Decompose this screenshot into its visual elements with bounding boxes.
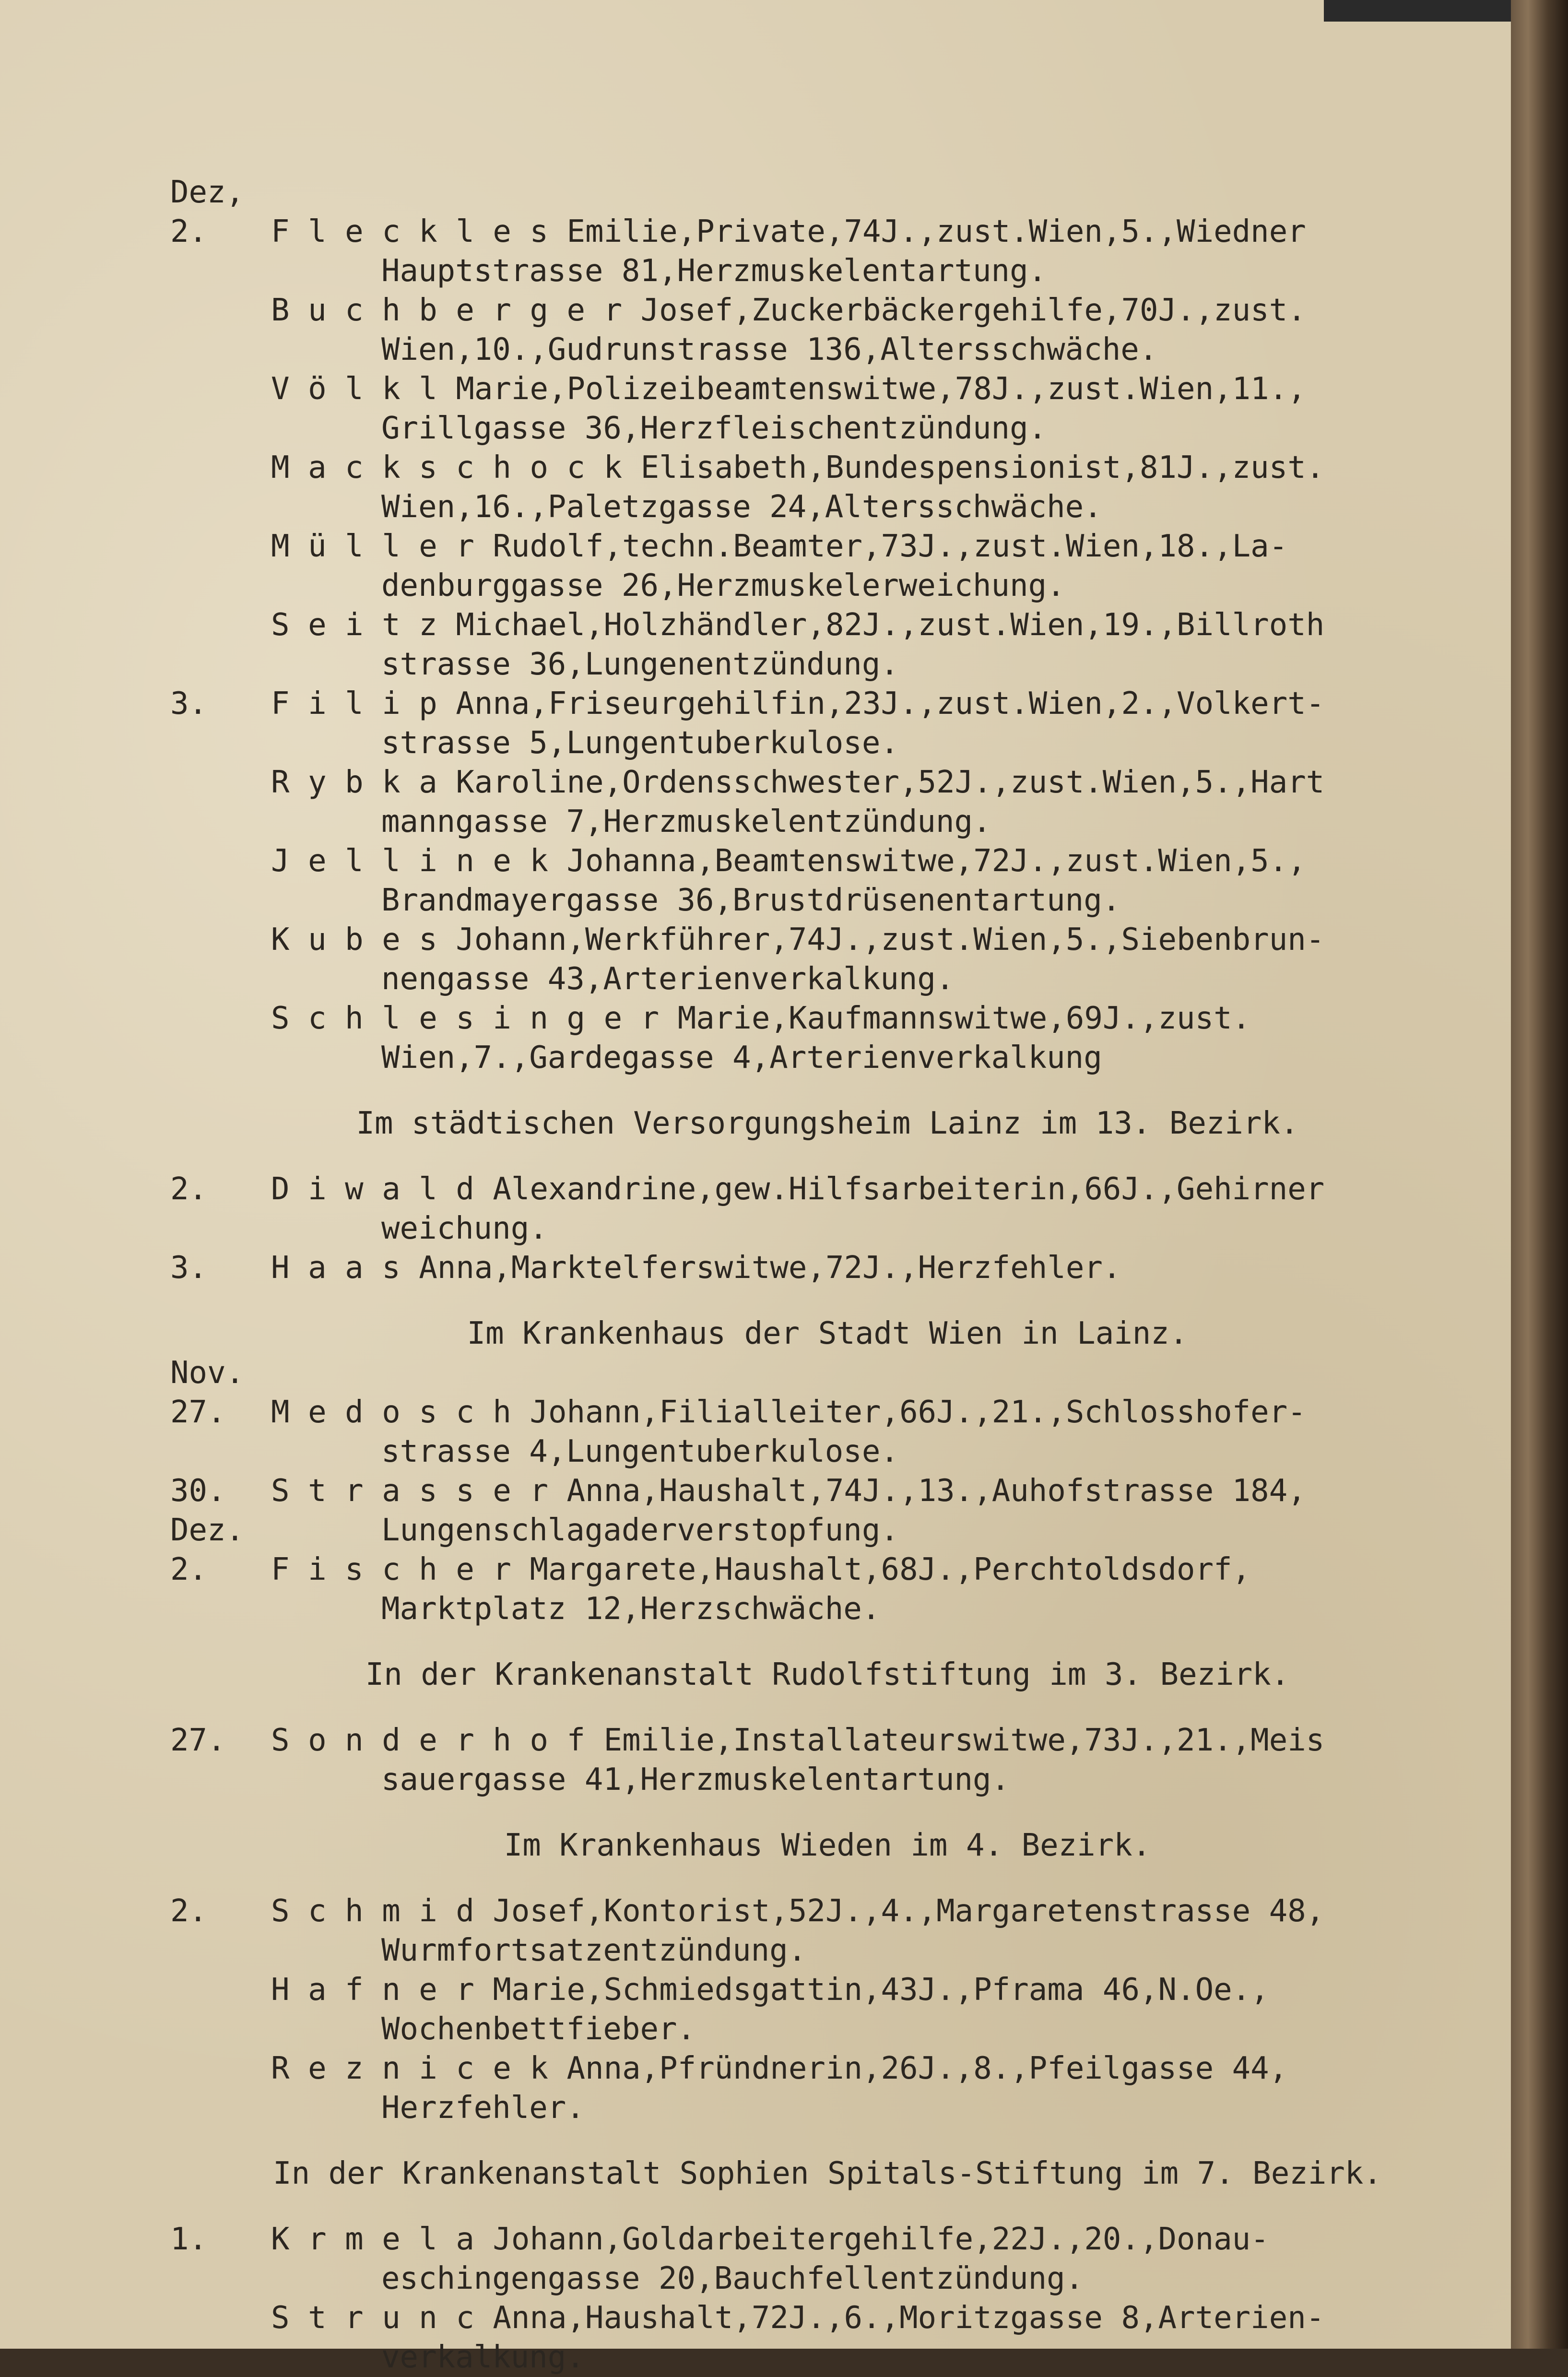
entry-line [170, 212, 1485, 251]
date-label: Dez, [170, 175, 245, 210]
date-line [170, 1353, 1485, 1393]
entry-line [170, 251, 1485, 291]
entry-text: J e l l i n e k Johanna,Beamtenswitwe,72J.,zust.Wien,5., [271, 843, 1306, 879]
entry-text: Wien,7.,Gardegasse 4,Arterienverkalkung [381, 1040, 1102, 1076]
entry-text: Wochenbettfieber. [381, 2011, 696, 2047]
register-text [170, 173, 1485, 2377]
entry-text: F i l i p Anna,Friseurgehilfin,23J.,zust.Wien,2.,Volkert- [271, 686, 1325, 721]
entry-line [170, 605, 1485, 645]
entry-line [170, 763, 1485, 802]
entry-text: B u c h b e r g e r Josef,Zuckerbäckergehilfe,70J.,zust. [271, 293, 1306, 328]
entry-text: Brandmayergasse 36,Brustdrüsenentartung. [381, 883, 1121, 918]
section-heading [170, 2154, 1485, 2193]
entry-line [170, 1393, 1485, 1432]
entry-line [170, 291, 1485, 330]
entry-text: M a c k s c h o c k Elisabeth,Bundespensionist,81J.,zust. [271, 450, 1325, 485]
section-heading [170, 1655, 1485, 1694]
entry-line [170, 802, 1485, 841]
day-label: 2. [170, 214, 208, 249]
entry-text: Lungenschlagaderverstopfung. [381, 1513, 899, 1548]
entry-text: sauergasse 41,Herzmuskelentartung. [381, 1762, 1010, 1798]
section-heading-text: In der Krankenanstalt Sophien Spitals-Stiftung im 7. Bezirk. [273, 2156, 1382, 2191]
entry-line [170, 2010, 1485, 2049]
entry-text: F i s c h e r Margarete,Haushalt,68J.,Perchtoldsdorf, [271, 1552, 1251, 1587]
entry-text: M ü l l e r Rudolf,techn.Beamter,73J.,zust.Wien,18.,La- [271, 529, 1288, 564]
entry-line [170, 409, 1485, 448]
entry-line [170, 2220, 1485, 2259]
entry-line [170, 999, 1485, 1038]
section-heading-text: In der Krankenanstalt Rudolfstiftung im 3. Bezirk. [365, 1657, 1290, 1692]
entry-text: S c h m i d Josef,Kontorist,52J.,4.,Margaretenstrasse 48, [271, 1893, 1325, 1929]
entry-text: F l e c k l e s Emilie,Private,74J.,zust.Wien,5.,Wiedner [271, 214, 1306, 249]
entry-text: K r m e l a Johann,Goldarbeitergehilfe,22J.,20.,Donau- [271, 2222, 1269, 2257]
entry-text: strasse 4,Lungentuberkulose. [381, 1434, 899, 1469]
date-label: Dez. [170, 1513, 245, 1548]
entry-line [170, 1550, 1485, 1589]
day-label: 1. [170, 2222, 208, 2257]
entry-text: Wien,16.,Paletzgasse 24,Altersschwäche. [381, 489, 1102, 525]
entry-line [170, 1589, 1485, 1629]
section-heading [170, 1826, 1485, 1865]
entry-line [170, 2259, 1485, 2298]
entry-line [170, 684, 1485, 723]
entry-line [170, 2088, 1485, 2128]
entry-line [170, 2338, 1485, 2377]
entry-text: Marktplatz 12,Herzschwäche. [381, 1591, 881, 1627]
entry-line [170, 881, 1485, 920]
entry-line [170, 369, 1485, 409]
entry-line [170, 1471, 1485, 1511]
day-label: 30. [170, 1473, 226, 1509]
entry-text: nengasse 43,Arterienverkalkung. [381, 961, 955, 997]
entry-text: verkalkung. [381, 2340, 585, 2375]
date-line [170, 173, 1485, 212]
entry-text: R y b k a Karoline,Ordensschwester,52J.,zust.Wien,5.,Hart [271, 765, 1325, 800]
entry-text: strasse 36,Lungenentzündung. [381, 647, 899, 682]
entry-text: D i w a l d Alexandrine,gew.Hilfsarbeiterin,66J.,Gehirner [271, 1171, 1325, 1207]
entry-line [170, 2049, 1485, 2088]
entry-line [170, 1209, 1485, 1248]
day-label: 3. [170, 1250, 208, 1286]
entry-text: H a a s Anna,Marktelferswitwe,72J.,Herzfehler. [271, 1250, 1121, 1286]
entry-text: weichung. [381, 1211, 548, 1246]
entry-text: R e z n i c e k Anna,Pfründnerin,26J.,8.,Pfeilgasse 44, [271, 2051, 1288, 2086]
entry-line [170, 1892, 1485, 1931]
entry-line [170, 723, 1485, 763]
entry-text: S t r a s s e r Anna,Haushalt,74J.,13.,Auhofstrasse 184, [271, 1473, 1306, 1509]
section-heading-text: Im städtischen Versorgungsheim Lainz im 13. Bezirk. [356, 1106, 1299, 1141]
entry-line [170, 841, 1485, 881]
entry-line [170, 1170, 1485, 1209]
day-label: 2. [170, 1552, 208, 1587]
entry-line [170, 959, 1485, 999]
entry-line [170, 1038, 1485, 1077]
entry-text: S o n d e r h o f Emilie,Installateurswitwe,73J.,21.,Meis [271, 1723, 1325, 1758]
entry-line [170, 527, 1485, 566]
entry-text: manngasse 7,Herzmuskelentzündung. [381, 804, 991, 840]
day-label: 27. [170, 1723, 226, 1758]
section-heading [170, 1104, 1485, 1143]
entry-text: denburggasse 26,Herzmuskelerweichung. [381, 568, 1065, 603]
entry-text: S c h l e s i n g e r Marie,Kaufmannswitwe,69J.,zust. [271, 1001, 1251, 1036]
entry-line [170, 330, 1485, 369]
entry-line [170, 487, 1485, 527]
entry-text: H a f n e r Marie,Schmiedsgattin,43J.,Pframa 46,N.Oe., [271, 1972, 1269, 2008]
entry-text: V ö l k l Marie,Polizeibeamtenswitwe,78J.,zust.Wien,11., [271, 371, 1306, 407]
book-spine [1511, 0, 1568, 2349]
entry-line [170, 448, 1485, 487]
entry-line [170, 645, 1485, 684]
entry-line [170, 1970, 1485, 2010]
entry-line [170, 1760, 1485, 1799]
day-label: 2. [170, 1171, 208, 1207]
entry-text: K u b e s Johann,Werkführer,74J.,zust.Wien,5.,Siebenbrun- [271, 922, 1325, 958]
entry-text: strasse 5,Lungentuberkulose. [381, 725, 899, 761]
entry-line [170, 566, 1485, 605]
entry-text: Wien,10.,Gudrunstrasse 136,Altersschwäche. [381, 332, 1158, 367]
entry-text: Herzfehler. [381, 2090, 585, 2126]
entry-line [170, 1432, 1485, 1471]
day-label: 3. [170, 686, 208, 721]
entry-line [170, 1931, 1485, 1970]
entry-text: S e i t z Michael,Holzhändler,82J.,zust.Wien,19.,Billroth [271, 607, 1325, 643]
day-label: 2. [170, 1893, 208, 1929]
entry-line [170, 1721, 1485, 1760]
entry-text: eschingengasse 20,Bauchfellentzündung. [381, 2261, 1084, 2296]
entry-line [170, 920, 1485, 959]
entry-text: M e d o s c h Johann,Filialleiter,66J.,21.,Schlosshofer- [271, 1395, 1306, 1430]
entry-text: Wurmfortsatzentzündung. [381, 1933, 807, 1968]
section-heading-text: Im Krankenhaus der Stadt Wien in Lainz. [467, 1316, 1188, 1351]
entry-line [170, 1248, 1485, 1288]
entry-text: S t r u n c Anna,Haushalt,72J.,6.,Moritzgasse 8,Arterien- [271, 2300, 1325, 2336]
entry-text: Hauptstrasse 81,Herzmuskelentartung. [381, 253, 1047, 289]
page-tab-marker [1324, 0, 1511, 22]
day-label: 27. [170, 1395, 226, 1430]
entry-line [170, 1511, 1485, 1550]
date-label: Nov. [170, 1355, 245, 1391]
entry-text: Grillgasse 36,Herzfleischentzündung. [381, 411, 1047, 446]
section-heading [170, 1314, 1485, 1353]
entry-line [170, 2298, 1485, 2338]
section-heading-text: Im Krankenhaus Wieden im 4. Bezirk. [504, 1828, 1151, 1863]
